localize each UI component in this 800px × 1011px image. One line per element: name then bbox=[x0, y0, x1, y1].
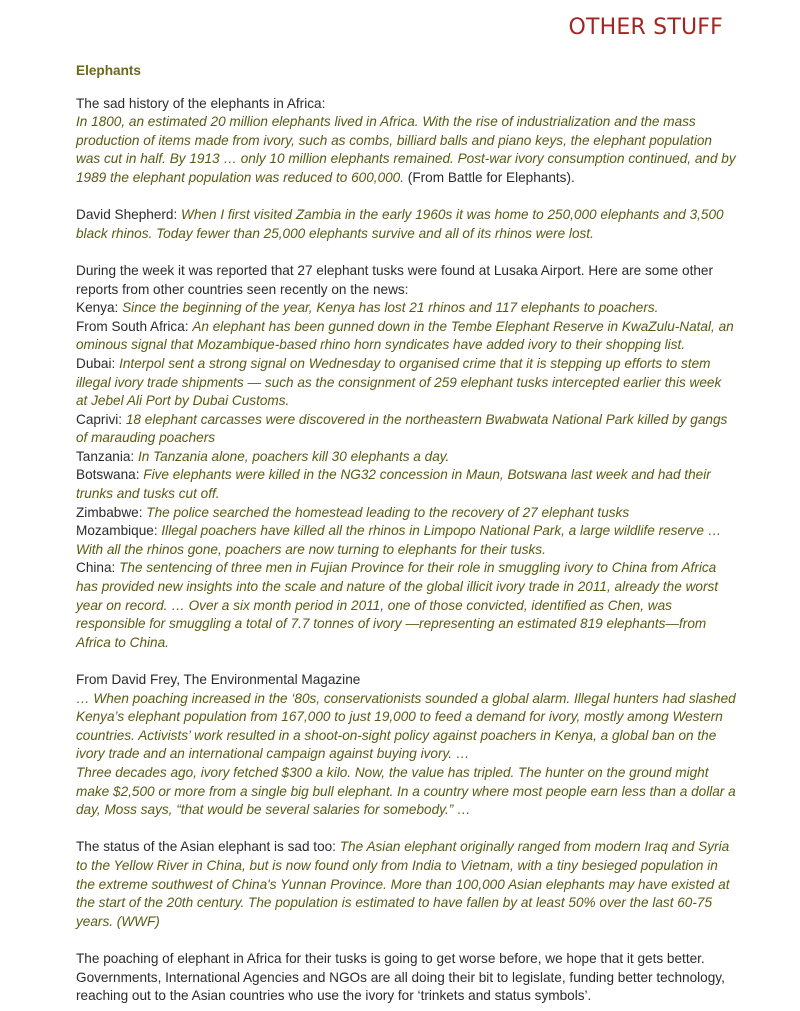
news-item bbox=[76, 559, 736, 652]
closing-paragraph: The poaching of elephant in Africa for their tusks is going to get worse before, we hope that it gets better. Governments, International Agencies and NGOs are all doing their bit to legislate, funding better technology, reaching out to the Asian countries who use the ivory for ‘trinkets and status symbols’. bbox=[76, 950, 725, 1004]
news-intro: During the week it was reported that 27 elephant tusks were found at Lusaka Airport. Here are some other reports from other countries seen recently on the news: bbox=[76, 262, 713, 297]
history-paragraph bbox=[76, 113, 736, 187]
history-intro: The sad history of the elephants in Africa: bbox=[76, 95, 326, 111]
news-item-text: Illegal poachers have killed all the rhinos in Limpopo National Park, a large wildlife reserve … With all the rhinos gone, poachers are now turning to elephants for their tusks. bbox=[76, 523, 722, 557]
shepherd-paragraph bbox=[76, 206, 736, 243]
frey-label: From David Frey, The Environmental Magazine bbox=[76, 672, 361, 687]
asian-quote: The Asian elephant originally ranged from modern Iraq and Syria to the Yellow River in China, but is now found only from India to Vietnam, with a tiny besieged population in the extreme southwest of China's Yunnan Province. More than 100,000 Asian elephants may have existed at the start of the 20th century. The population is estimated to have fallen by at least 50% over the last 60-75 years. (WWF) bbox=[76, 839, 730, 929]
article-body bbox=[76, 62, 736, 1006]
news-item bbox=[76, 522, 736, 559]
news-item bbox=[76, 448, 736, 467]
history-quote: In 1800, an estimated 20 million elephants lived in Africa. With the rise of industrialization and the mass production of items made from ivory, such as combs, billiard balls and piano keys, the elephant population was cut in half. By 1913 … only 10 million elephants remained. Post-war ivory consumption continued, and by 1989 the elephant population was reduced to 600,000. bbox=[76, 114, 736, 185]
shepherd-quote: When I first visited Zambia in the early 1960s it was home to 250,000 elephants and 3,500 black rhinos. Today fewer than 25,000 elephants survive and all of its rhinos were lost. bbox=[76, 207, 724, 241]
news-item bbox=[76, 299, 736, 318]
news-item bbox=[76, 466, 736, 503]
asian-label: The status of the Asian elephant is sad too: bbox=[76, 839, 340, 855]
section-title: Elephants bbox=[76, 63, 141, 78]
asian-paragraph bbox=[76, 838, 736, 931]
news-item-text: The police searched the homestead leading to the recovery of 27 elephant tusks bbox=[146, 504, 630, 520]
history-source: (From Battle for Elephants). bbox=[404, 169, 575, 185]
news-item-label: Botswana: bbox=[76, 467, 144, 483]
news-item-text: 18 elephant carcasses were discovered in the northeastern Bwabwata National Park killed by gangs of marauding poachers bbox=[76, 411, 728, 446]
news-item-label: Kenya: bbox=[76, 300, 123, 316]
news-item-text: Since the beginning of the year, Kenya has lost 21 rhinos and 117 elephants to poachers. bbox=[122, 300, 659, 316]
news-item bbox=[76, 411, 736, 448]
news-item-label: Caprivi: bbox=[76, 411, 126, 427]
news-item-text: Interpol sent a strong signal on Wednesday to organised crime that it is stepping up efforts to stem illegal ivory trade shipments — such as the consignment of 259 elephant tusks intercepted earlier this week at Jebel Ali Port by Dubai Customs. bbox=[76, 355, 722, 409]
news-item-label: Mozambique: bbox=[76, 523, 162, 539]
page-header-title: OTHER STUFF bbox=[568, 15, 723, 40]
news-item-text: An elephant has been gunned down in the Tembe Elephant Reserve in KwaZulu-Natal, an ominous signal that Mozambique-based rhino horn syndicates have added ivory to their shopping list. bbox=[76, 318, 734, 353]
news-item bbox=[76, 355, 736, 411]
news-item-label: Zimbabwe: bbox=[76, 504, 147, 520]
news-item bbox=[76, 318, 736, 355]
news-item-label: Tanzania: bbox=[76, 448, 138, 464]
news-item-label: From South Africa: bbox=[76, 318, 193, 334]
shepherd-label: David Shepherd: bbox=[76, 207, 182, 223]
news-item bbox=[76, 504, 736, 523]
news-item-text: In Tanzania alone, poachers kill 30 elephants a day. bbox=[137, 448, 450, 464]
news-item-label: Dubai: bbox=[76, 355, 120, 371]
news-item-text: The sentencing of three men in Fujian Province for their role in smuggling ivory to China from Africa has provided new insights into the scale and nature of the global illicit ivory trade in 2011, already the worst year on record. … Over a six month period in 2011, one of those convicted, identified as Chen, was responsible for smuggling a total of 7.7 tonnes of ivory —representing an estimated 819 elephants—from Africa to China. bbox=[76, 560, 719, 650]
news-item-text: Five elephants were killed in the NG32 concession in Maun, Botswana last week and had their trunks and tusks cut off. bbox=[76, 467, 711, 502]
frey-quote-2: Three decades ago, ivory fetched $300 a kilo. Now, the value has tripled. The hunter on the ground might make $2,500 or more from a single big bull elephant. In a country where most people earn less than a dollar a day, Moss says, “that would be several salaries for somebody.” … bbox=[76, 764, 736, 818]
news-item-label: China: bbox=[76, 560, 120, 576]
frey-quote-1: … When poaching increased in the ‘80s, conservationists sounded a global alarm. Illegal hunters had slashed Kenya’s elephant population from 167,000 to just 19,000 to feed a demand for ivory, mostly among Western countries. Activists’ work resulted in a shoot-on-sight policy against poachers in Kenya, a global ban on the ivory trade and an international campaign against buying ivory. … bbox=[76, 690, 736, 762]
